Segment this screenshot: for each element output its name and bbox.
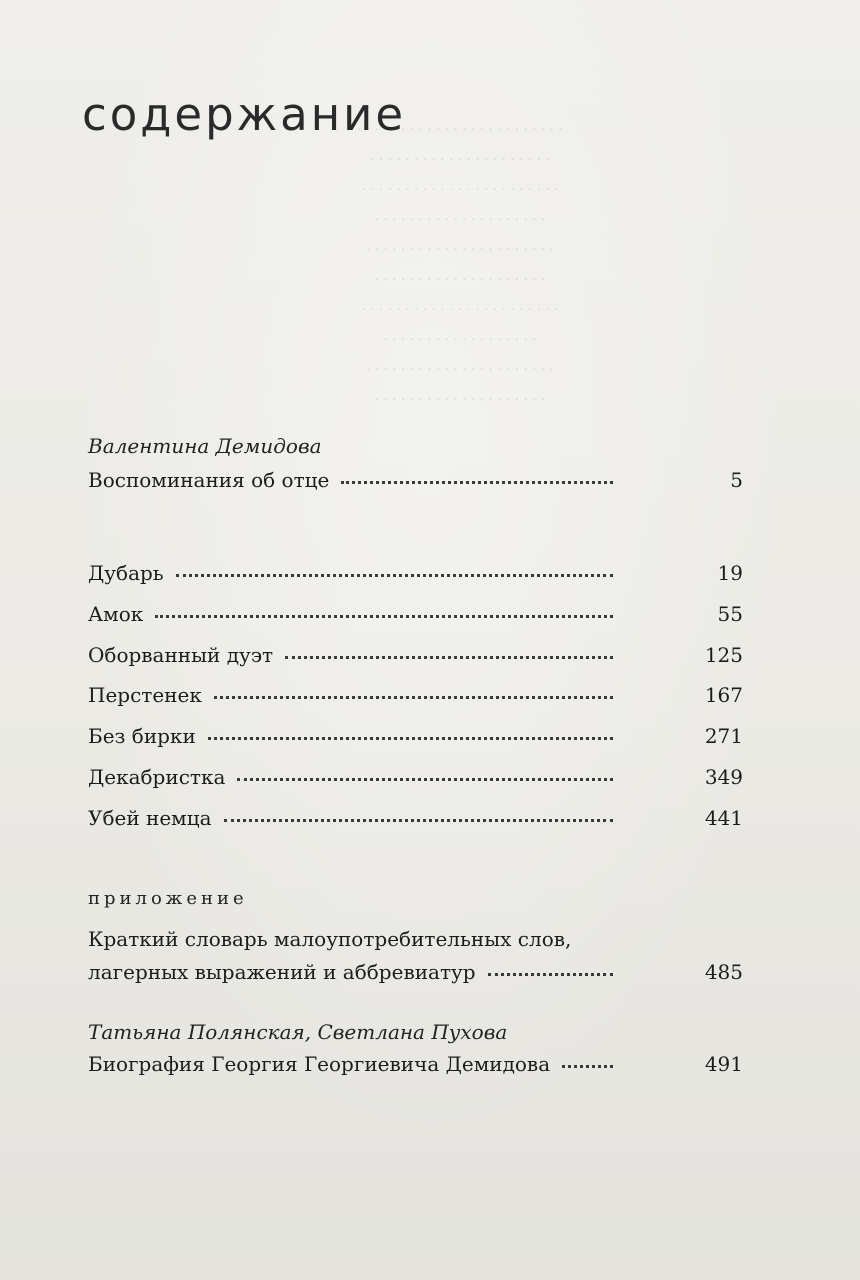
biography-authors: Татьяна Полянская, Светлана Пухова [88,1020,508,1044]
toc-entry-page: 441 [704,806,743,830]
toc-entry-story[interactable] [88,645,743,665]
leader-dots [176,574,613,577]
toc-entry-story[interactable] [88,767,743,787]
toc-entry-story[interactable] [88,808,743,828]
toc-entry-intro[interactable] [88,470,743,490]
toc-entry-title: Убей немца [88,806,212,830]
toc-entry-page: 55 [717,602,743,626]
toc-entry-glossary[interactable] [88,962,743,982]
leader-dots [155,615,613,618]
appendix-label: приложение [88,888,248,909]
toc-entry-title: Биография Георгия Георгиевича Демидова [88,1052,551,1076]
leader-dots [488,973,613,976]
toc-entry-story[interactable] [88,685,743,705]
toc-entry-page: 271 [704,724,743,748]
toc-entry-page: 491 [704,1052,743,1076]
toc-entry-title: Воспоминания об отце [88,468,330,492]
leader-dots [214,696,613,699]
leader-dots [285,656,613,659]
toc-entry-story[interactable] [88,726,743,746]
intro-author: Валентина Демидова [88,434,322,458]
leader-dots [224,819,613,822]
page-title: содержание [82,88,407,141]
toc-entry-story[interactable] [88,563,743,583]
toc-entry-title: Перстенек [88,683,202,707]
toc-entry-page: 167 [704,683,743,707]
leader-dots [562,1065,613,1068]
glossary-title-line-1[interactable]: Краткий словарь малоупотребительных слов, [88,927,572,951]
toc-entry-title: Без бирки [88,724,196,748]
toc-entry-title: Амок [88,602,144,626]
toc-entry-page: 125 [704,643,743,667]
toc-entry-page: 19 [717,561,743,585]
toc-entry-title: Оборванный дуэт [88,643,274,667]
toc-entry-title: лагерных выражений и аббревиатур [88,960,476,984]
toc-entry-title: Декабристка [88,765,226,789]
toc-entry-story[interactable] [88,604,743,624]
show-through-text: · · · · · · · · · · · · · · · · · · · · · · · · · · · · · · · · · · · · · · · · · · · · · · · · · · · · · · · · · · · · · · · · · · · · · · · · · · · · · · · · · · · · · · · · · · · · · · · · · · · · · · · · · · · · · · · · · · · · · · · · · · · · · · · · · · · · · · · · · · · · · · · · · · · · · · · · · · · · · · · · · · · · · · · · · · · · · · · · · · · · · · · · · · · · · · · · · · · · · · · · · · · · · · · · · · · · · [356,122,564,408]
toc-entry-page: 349 [704,765,743,789]
toc-entry-page: 485 [704,960,743,984]
toc-entry-title: Дубарь [88,561,164,585]
toc-entry-page: 5 [730,468,743,492]
leader-dots [208,737,613,740]
toc-entry-biography[interactable] [88,1054,743,1074]
leader-dots [341,481,613,484]
leader-dots [237,778,613,781]
